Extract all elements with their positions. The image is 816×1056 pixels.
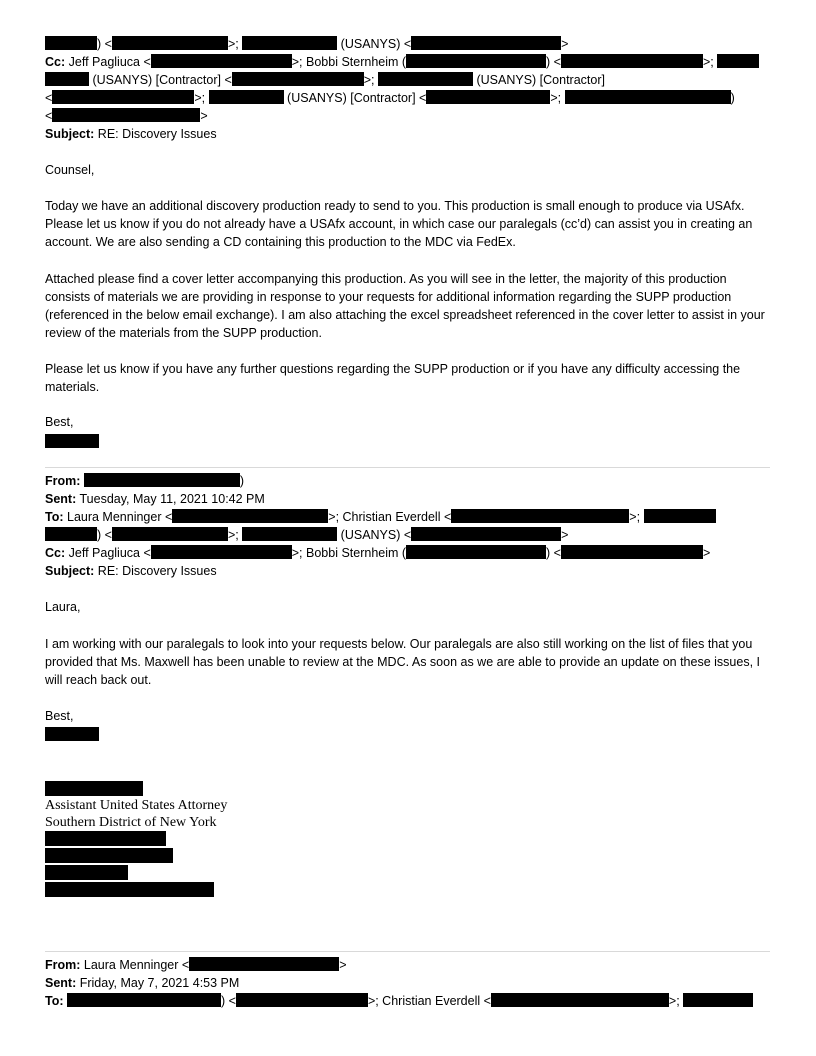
redaction bbox=[67, 993, 221, 1007]
redaction bbox=[236, 993, 368, 1007]
signature-title: Assistant United States Attorney bbox=[45, 798, 228, 813]
body-paragraph: I am working with our paralegals to look into your requests below. Our paralegals are also still working on the list of files that you provided that Ms. Maxwell has been unable to review at the MDC. As soon as we are able to provide an update on these issues, I will reach back out. bbox=[45, 637, 760, 687]
body-paragraph: Today we have an additional discovery production ready to send to you. This production is small enough to produce via USAfx. Please let us know if you do not already have a USAfx account, in which case our paralegals (cc’d) can assist you in creating an account. We are also sending a CD containing this production to the MDC via FedEx. bbox=[45, 199, 753, 249]
redaction bbox=[242, 36, 337, 50]
cc-line-continued: (USANYS) [Contractor] < >; (USANYS) [Contractor] bbox=[45, 72, 605, 89]
closing: Best, bbox=[45, 415, 74, 429]
redaction bbox=[411, 36, 561, 50]
from-line: From: ) bbox=[45, 474, 245, 488]
redaction bbox=[52, 90, 194, 104]
signature-email-redaction bbox=[45, 882, 214, 897]
recipients-line: ) < >; (USANYS) < > bbox=[45, 36, 568, 53]
signature-office: Southern District of New York bbox=[45, 815, 217, 830]
redaction bbox=[644, 509, 716, 523]
closing: Best, bbox=[45, 709, 74, 723]
subject-line bbox=[45, 126, 217, 143]
redaction bbox=[189, 957, 339, 971]
cc-label: Cc: bbox=[45, 546, 66, 560]
redaction bbox=[411, 527, 561, 541]
redaction bbox=[84, 473, 240, 487]
from-line: From: Laura Menninger < > bbox=[45, 958, 347, 972]
signature-address-redaction bbox=[45, 831, 166, 846]
redaction bbox=[565, 90, 731, 104]
redaction bbox=[151, 545, 292, 559]
greeting: Counsel, bbox=[45, 163, 95, 177]
message-separator bbox=[45, 467, 770, 468]
from-label: From: bbox=[45, 474, 81, 488]
to-line: To: Laura Menninger < >; Christian Everdell < >; bbox=[45, 509, 716, 526]
signature-redaction bbox=[45, 727, 99, 741]
signature-phone-redaction bbox=[45, 865, 128, 880]
sent-line bbox=[45, 975, 239, 992]
cc-line: Cc: Jeff Pagliuca < >; Bobbi Sternheim ( ) < > bbox=[45, 546, 711, 560]
redaction bbox=[561, 54, 703, 68]
sent-label: Sent: bbox=[45, 976, 77, 990]
subject-value: RE: Discovery Issues bbox=[94, 564, 217, 578]
redaction bbox=[406, 545, 546, 559]
subject-value: RE: Discovery Issues bbox=[94, 127, 217, 141]
redaction bbox=[172, 509, 328, 523]
signature-name-redaction bbox=[45, 781, 143, 796]
redaction bbox=[717, 54, 759, 68]
sent-label: Sent: bbox=[45, 492, 77, 506]
redaction bbox=[378, 72, 473, 86]
from-label: From: bbox=[45, 958, 81, 972]
redaction bbox=[406, 54, 546, 68]
sent-value: Friday, May 7, 2021 4:53 PM bbox=[76, 976, 240, 990]
redaction bbox=[209, 90, 284, 104]
redaction bbox=[426, 90, 550, 104]
redaction bbox=[491, 993, 669, 1007]
redaction bbox=[451, 509, 629, 523]
redaction bbox=[151, 54, 292, 68]
redaction bbox=[45, 72, 89, 86]
to-label: To: bbox=[45, 510, 64, 524]
cc-line: Cc: Jeff Pagliuca < >; Bobbi Sternheim ( ) < >; bbox=[45, 54, 759, 71]
redaction bbox=[232, 72, 364, 86]
to-line-continued: ) < >; (USANYS) < > bbox=[45, 527, 568, 544]
cc-line-continued: < > bbox=[45, 109, 208, 123]
signature-address-redaction bbox=[45, 848, 173, 863]
redaction bbox=[561, 545, 703, 559]
subject-label: Subject: bbox=[45, 127, 95, 141]
redaction bbox=[45, 527, 97, 541]
redaction bbox=[683, 993, 753, 1007]
sent-value: Tuesday, May 11, 2021 10:42 PM bbox=[76, 492, 265, 506]
signature-redaction bbox=[45, 434, 99, 448]
redaction bbox=[112, 527, 228, 541]
redaction bbox=[112, 36, 228, 50]
cc-line-continued: < >; (USANYS) [Contractor] < >; ) bbox=[45, 91, 735, 105]
subject-label: Subject: bbox=[45, 564, 95, 578]
to-line: To: ) < >; Christian Everdell < >; bbox=[45, 993, 753, 1010]
subject-line bbox=[45, 563, 217, 580]
redaction bbox=[45, 36, 97, 50]
cc-label: Cc: bbox=[45, 55, 66, 69]
body-paragraph: Please let us know if you have any further questions regarding the SUPP production or if you have any difficulty accessing the materials. bbox=[45, 362, 741, 394]
to-label: To: bbox=[45, 994, 64, 1008]
body-paragraph: Attached please find a cover letter accompanying this production. As you will see in the letter, the majority of this production consists of materials we are providing in response to your requests for additional information regarding the SUPP production (referenced in the below email exchange). I am also attaching the excel spreadsheet referenced in the cover letter to assist in your review of the materials from the SUPP production. bbox=[45, 272, 765, 340]
redaction bbox=[242, 527, 337, 541]
message-separator bbox=[45, 951, 770, 952]
greeting: Laura, bbox=[45, 600, 81, 614]
redaction bbox=[52, 108, 200, 122]
sent-line bbox=[45, 491, 265, 508]
